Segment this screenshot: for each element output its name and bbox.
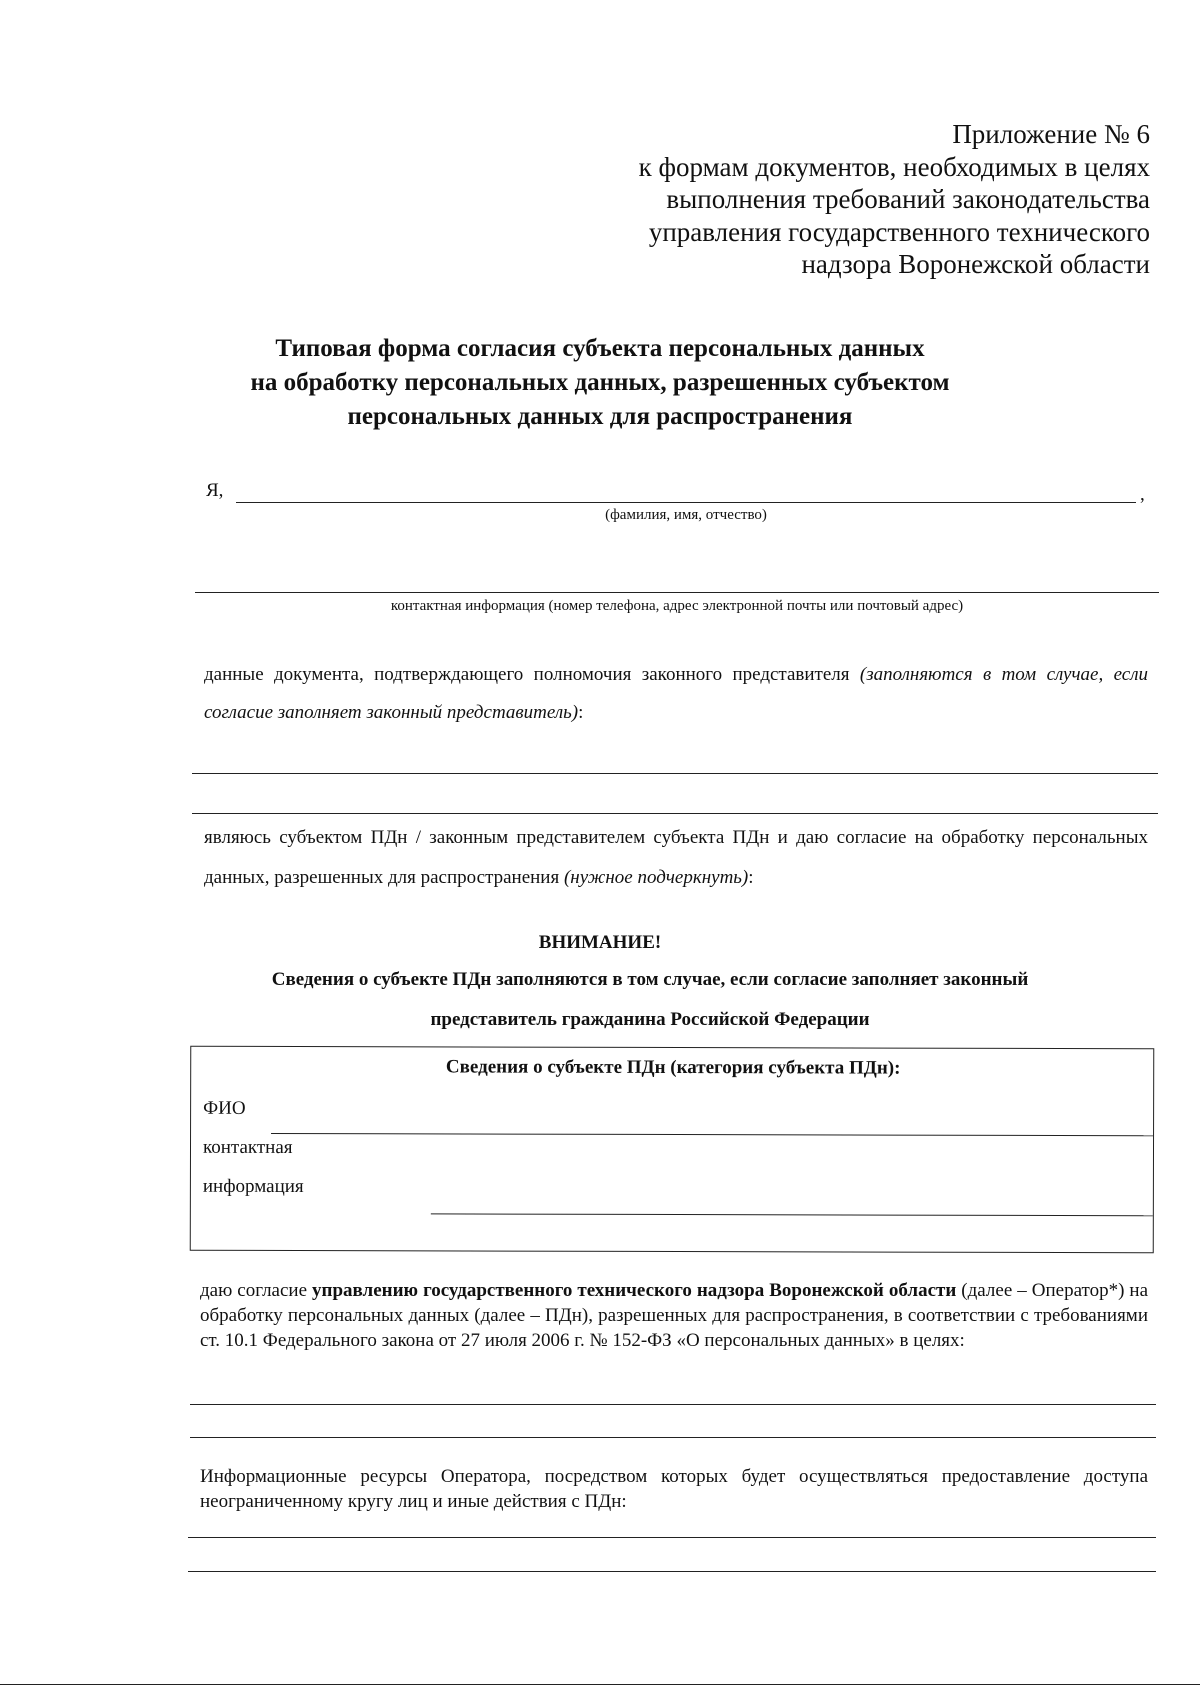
subject-role-plain: являюсь субъектом ПДн / законным представителем субъекта ПДн и даю согласие на обработку персональных данных, разрешенных для распространения bbox=[204, 827, 1148, 888]
consent-operator: управлению государственного технического надзора Воронежской области bbox=[312, 1280, 957, 1301]
subject-fio-input-line[interactable] bbox=[271, 1133, 1153, 1136]
attention-line-2: представитель гражданина Российской Федерации bbox=[430, 1009, 870, 1030]
appendix-line: к формам документов, необходимых в целях bbox=[638, 151, 1150, 182]
subject-contact-label-2: информация bbox=[202, 1175, 304, 1198]
fio-caption: (фамилия, имя, отчество) bbox=[605, 507, 767, 523]
representative-text-end: : bbox=[578, 702, 584, 723]
representative-text-plain: данные документа, подтверждающего полномочия законного представителя bbox=[204, 664, 860, 685]
subject-role-italic: (нужное подчеркнуть) bbox=[563, 867, 749, 888]
resources-input-line-2[interactable] bbox=[188, 1571, 1156, 1572]
fio-suffix: , bbox=[1140, 484, 1145, 505]
title-line: Типовая форма согласия субъекта персональных данных bbox=[275, 335, 925, 362]
purpose-input-line-1[interactable] bbox=[190, 1404, 1156, 1405]
appendix-header bbox=[530, 118, 1150, 281]
consent-intro: даю согласие bbox=[200, 1280, 313, 1301]
appendix-line: надзора Воронежской области bbox=[801, 249, 1150, 279]
subject-role-text bbox=[204, 818, 1148, 898]
fio-prefix: Я, bbox=[206, 480, 224, 501]
attention-heading: ВНИМАНИЕ! bbox=[538, 932, 662, 953]
representative-input-line-1[interactable] bbox=[192, 773, 1158, 774]
subject-contact-input-line[interactable] bbox=[431, 1213, 1153, 1216]
subject-box-heading: Сведения о субъекте ПДн (категория субъекта ПДн): bbox=[445, 1056, 901, 1079]
subject-contact-label-1: контактная bbox=[202, 1136, 293, 1159]
fio-input-line[interactable] bbox=[236, 502, 1136, 503]
document-title bbox=[150, 332, 1050, 434]
resources-input-line-1[interactable] bbox=[188, 1537, 1156, 1538]
appendix-line: управления государственного технического bbox=[648, 216, 1150, 247]
purpose-input-line-2[interactable] bbox=[190, 1437, 1156, 1438]
consent-text bbox=[200, 1278, 1148, 1353]
subject-role-end: : bbox=[748, 867, 754, 888]
consent-rest: (далее – Оператор*) на обработку персональных данных (далее – ПДн), разрешенных для распространения, в соответствии с требованиями ст. 10.1 Федерального закона от 27 июля 2006 г. № 152-ФЗ «О персональных данных» в целях: bbox=[200, 1280, 1149, 1351]
subject-info-box bbox=[190, 1046, 1155, 1254]
subject-fio-label: ФИО bbox=[203, 1097, 246, 1119]
page-bottom-edge bbox=[0, 1684, 1200, 1685]
representative-text bbox=[204, 656, 1148, 732]
title-line: на обработку персональных данных, разрешенных субъектом bbox=[250, 369, 950, 396]
resources-text: Информационные ресурсы Оператора, посредством которых будет осуществляться предоставление доступа неограниченному кругу лиц и иные действия с ПДн: bbox=[200, 1466, 1148, 1512]
appendix-line: выполнения требований законодательства bbox=[666, 184, 1150, 214]
attention-line-1: Сведения о субъекте ПДн заполняются в том случае, если согласие заполняет законный bbox=[271, 969, 1029, 990]
contact-caption: контактная информация (номер телефона, адрес электронной почты или почтовый адрес) bbox=[390, 598, 964, 614]
representative-input-line-2[interactable] bbox=[192, 813, 1158, 814]
appendix-number: Приложение № 6 bbox=[952, 119, 1150, 149]
contact-input-line[interactable] bbox=[195, 592, 1159, 593]
title-line: персональных данных для распространения bbox=[347, 403, 853, 430]
representative-text-italic: (заполняются в том случае, если согласие заполняет законный представитель) bbox=[204, 664, 1148, 723]
